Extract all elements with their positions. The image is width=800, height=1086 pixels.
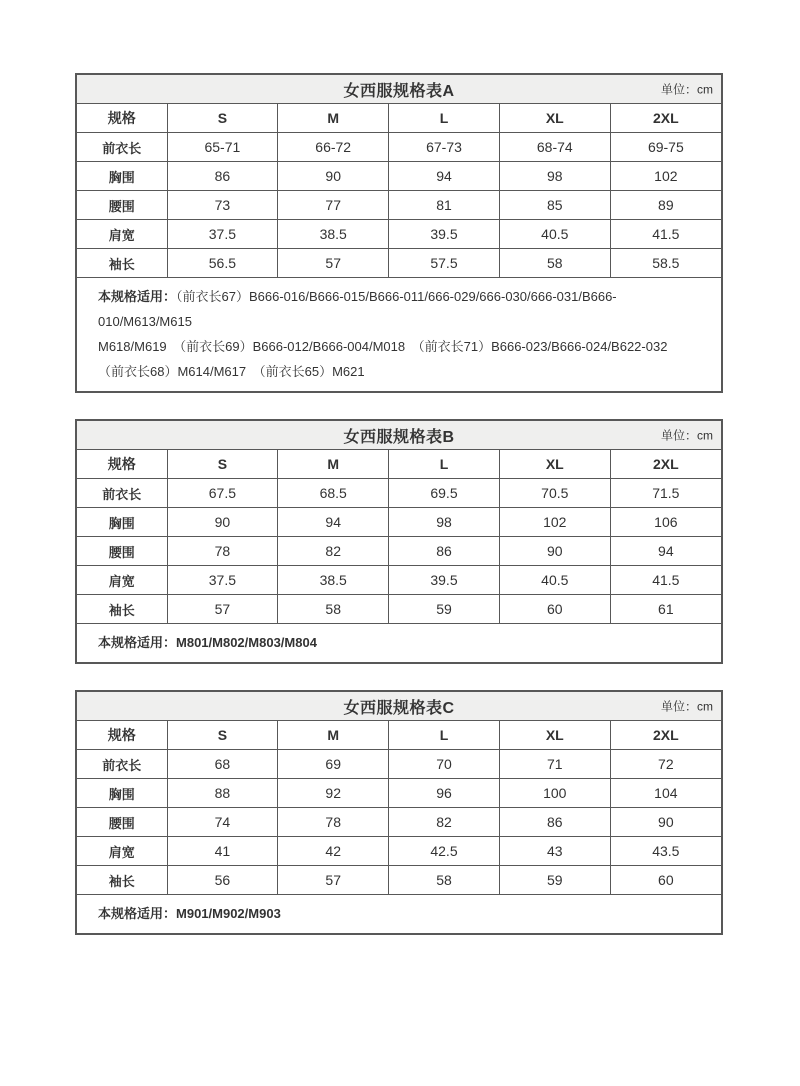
value-cell: 37.5: [167, 220, 278, 249]
column-header: M: [278, 104, 389, 133]
value-cell: 39.5: [389, 220, 500, 249]
note-line: M618/M619 （前衣长69）B666-012/B666-004/M018 （前衣长71）B666-023/B666-024/B622-032: [98, 339, 668, 354]
value-cell: 70: [389, 750, 500, 779]
value-cell: 69: [278, 750, 389, 779]
spec-table-a: [75, 73, 723, 393]
row-label: 袖长: [77, 595, 167, 624]
value-cell: 59: [499, 866, 610, 895]
value-cell: 56.5: [167, 249, 278, 278]
value-cell: 88: [167, 779, 278, 808]
value-cell: 57: [278, 249, 389, 278]
value-cell: 43.5: [610, 837, 721, 866]
value-cell: 68.5: [278, 479, 389, 508]
value-cell: 38.5: [278, 220, 389, 249]
value-cell: 90: [167, 508, 278, 537]
value-cell: 70.5: [499, 479, 610, 508]
value-cell: 67-73: [389, 133, 500, 162]
note: [77, 624, 721, 662]
value-cell: 58: [389, 866, 500, 895]
spec-tables-container: [75, 73, 800, 935]
value-cell: 106: [610, 508, 721, 537]
column-header: M: [278, 721, 389, 750]
value-cell: 37.5: [167, 566, 278, 595]
table-row: [77, 133, 721, 162]
table-row: [77, 220, 721, 249]
value-cell: 72: [610, 750, 721, 779]
value-cell: 59: [389, 595, 500, 624]
value-cell: 68-74: [499, 133, 610, 162]
note: [77, 895, 721, 933]
row-label: 肩宽: [77, 566, 167, 595]
value-cell: 60: [499, 595, 610, 624]
table-row: [77, 808, 721, 837]
table-row: [77, 595, 721, 624]
note-line: [98, 901, 707, 926]
value-cell: 41: [167, 837, 278, 866]
value-cell: 94: [389, 162, 500, 191]
row-label: 袖长: [77, 249, 167, 278]
value-cell: 77: [278, 191, 389, 220]
value-cell: 104: [610, 779, 721, 808]
note-content: （前衣长67）B666-016/B666-015/B666-011/666-029/666-030/666-031/B666-010/M613/M615: [98, 289, 617, 329]
value-cell: 92: [278, 779, 389, 808]
value-cell: 69.5: [389, 479, 500, 508]
table-row: [77, 249, 721, 278]
value-cell: 85: [499, 191, 610, 220]
value-cell: 57: [167, 595, 278, 624]
value-cell: 58: [499, 249, 610, 278]
value-cell: 39.5: [389, 566, 500, 595]
value-cell: 66-72: [278, 133, 389, 162]
value-cell: 86: [167, 162, 278, 191]
table-row: [77, 750, 721, 779]
value-cell: 42: [278, 837, 389, 866]
column-header: S: [167, 104, 278, 133]
value-cell: 98: [499, 162, 610, 191]
row-label: 腰围: [77, 808, 167, 837]
value-cell: 38.5: [278, 566, 389, 595]
note-content: M801/M802/M803/M804: [176, 635, 317, 650]
column-header: 2XL: [610, 450, 721, 479]
size-grid: [77, 721, 721, 895]
table-row: [77, 162, 721, 191]
value-cell: 100: [499, 779, 610, 808]
unit-label: 单位：cm: [661, 699, 713, 714]
column-header: S: [167, 721, 278, 750]
table-row: [77, 479, 721, 508]
value-cell: 90: [278, 162, 389, 191]
column-header: 规格: [77, 104, 167, 133]
value-cell: 71: [499, 750, 610, 779]
value-cell: 102: [499, 508, 610, 537]
row-label: 胸围: [77, 508, 167, 537]
row-label: 腰围: [77, 191, 167, 220]
note: [77, 278, 721, 391]
value-cell: 41.5: [610, 566, 721, 595]
value-cell: 94: [610, 537, 721, 566]
spec-table-c: [75, 690, 723, 935]
header-row: [77, 450, 721, 479]
value-cell: 90: [610, 808, 721, 837]
table-row: [77, 508, 721, 537]
value-cell: 57.5: [389, 249, 500, 278]
column-header: XL: [499, 721, 610, 750]
row-label: 腰围: [77, 537, 167, 566]
value-cell: 98: [389, 508, 500, 537]
column-header: XL: [499, 104, 610, 133]
value-cell: 58: [278, 595, 389, 624]
value-cell: 73: [167, 191, 278, 220]
row-label: 前衣长: [77, 750, 167, 779]
value-cell: 58.5: [610, 249, 721, 278]
note-label: 本规格适用：: [98, 906, 177, 921]
value-cell: 81: [389, 191, 500, 220]
note-line: [98, 284, 707, 334]
value-cell: 43: [499, 837, 610, 866]
header-row: [77, 104, 721, 133]
column-header: M: [278, 450, 389, 479]
value-cell: 86: [499, 808, 610, 837]
row-label: 肩宽: [77, 220, 167, 249]
table-row: [77, 566, 721, 595]
value-cell: 69-75: [610, 133, 721, 162]
value-cell: 60: [610, 866, 721, 895]
column-header: 2XL: [610, 104, 721, 133]
row-label: 前衣长: [77, 479, 167, 508]
row-label: 前衣长: [77, 133, 167, 162]
table-title: 女西服规格表B: [343, 428, 455, 446]
column-header: L: [389, 721, 500, 750]
table-title-bar: [77, 75, 721, 104]
unit-label: 单位：cm: [661, 428, 713, 443]
column-header: 规格: [77, 450, 167, 479]
value-cell: 78: [278, 808, 389, 837]
table-title: 女西服规格表A: [343, 82, 455, 100]
size-grid: [77, 104, 721, 278]
table-row: [77, 191, 721, 220]
column-header: L: [389, 104, 500, 133]
value-cell: 40.5: [499, 566, 610, 595]
spec-table-b: [75, 419, 723, 664]
value-cell: 61: [610, 595, 721, 624]
row-label: 肩宽: [77, 837, 167, 866]
table-title-bar: [77, 421, 721, 450]
row-label: 胸围: [77, 162, 167, 191]
value-cell: 94: [278, 508, 389, 537]
value-cell: 71.5: [610, 479, 721, 508]
table-row: [77, 866, 721, 895]
value-cell: 89: [610, 191, 721, 220]
table-row: [77, 537, 721, 566]
unit-label: 单位：cm: [661, 82, 713, 97]
value-cell: 57: [278, 866, 389, 895]
row-label: 胸围: [77, 779, 167, 808]
table-row: [77, 779, 721, 808]
size-grid: [77, 450, 721, 624]
value-cell: 65-71: [167, 133, 278, 162]
table-title: 女西服规格表C: [343, 699, 455, 717]
value-cell: 74: [167, 808, 278, 837]
note-content: M901/M902/M903: [176, 906, 281, 921]
value-cell: 78: [167, 537, 278, 566]
note-label: 本规格适用：: [98, 635, 177, 650]
column-header: S: [167, 450, 278, 479]
row-label: 袖长: [77, 866, 167, 895]
column-header: 规格: [77, 721, 167, 750]
value-cell: 68: [167, 750, 278, 779]
value-cell: 86: [389, 537, 500, 566]
value-cell: 67.5: [167, 479, 278, 508]
value-cell: 102: [610, 162, 721, 191]
value-cell: 56: [167, 866, 278, 895]
value-cell: 82: [278, 537, 389, 566]
note-line: （前衣长68）M614/M617 （前衣长65）M621: [98, 364, 365, 379]
value-cell: 41.5: [610, 220, 721, 249]
note-label: 本规格适用：: [98, 289, 177, 304]
table-title-bar: [77, 692, 721, 721]
value-cell: 96: [389, 779, 500, 808]
column-header: 2XL: [610, 721, 721, 750]
column-header: L: [389, 450, 500, 479]
column-header: XL: [499, 450, 610, 479]
value-cell: 82: [389, 808, 500, 837]
value-cell: 42.5: [389, 837, 500, 866]
table-row: [77, 837, 721, 866]
value-cell: 40.5: [499, 220, 610, 249]
note-line: [98, 630, 707, 655]
header-row: [77, 721, 721, 750]
value-cell: 90: [499, 537, 610, 566]
